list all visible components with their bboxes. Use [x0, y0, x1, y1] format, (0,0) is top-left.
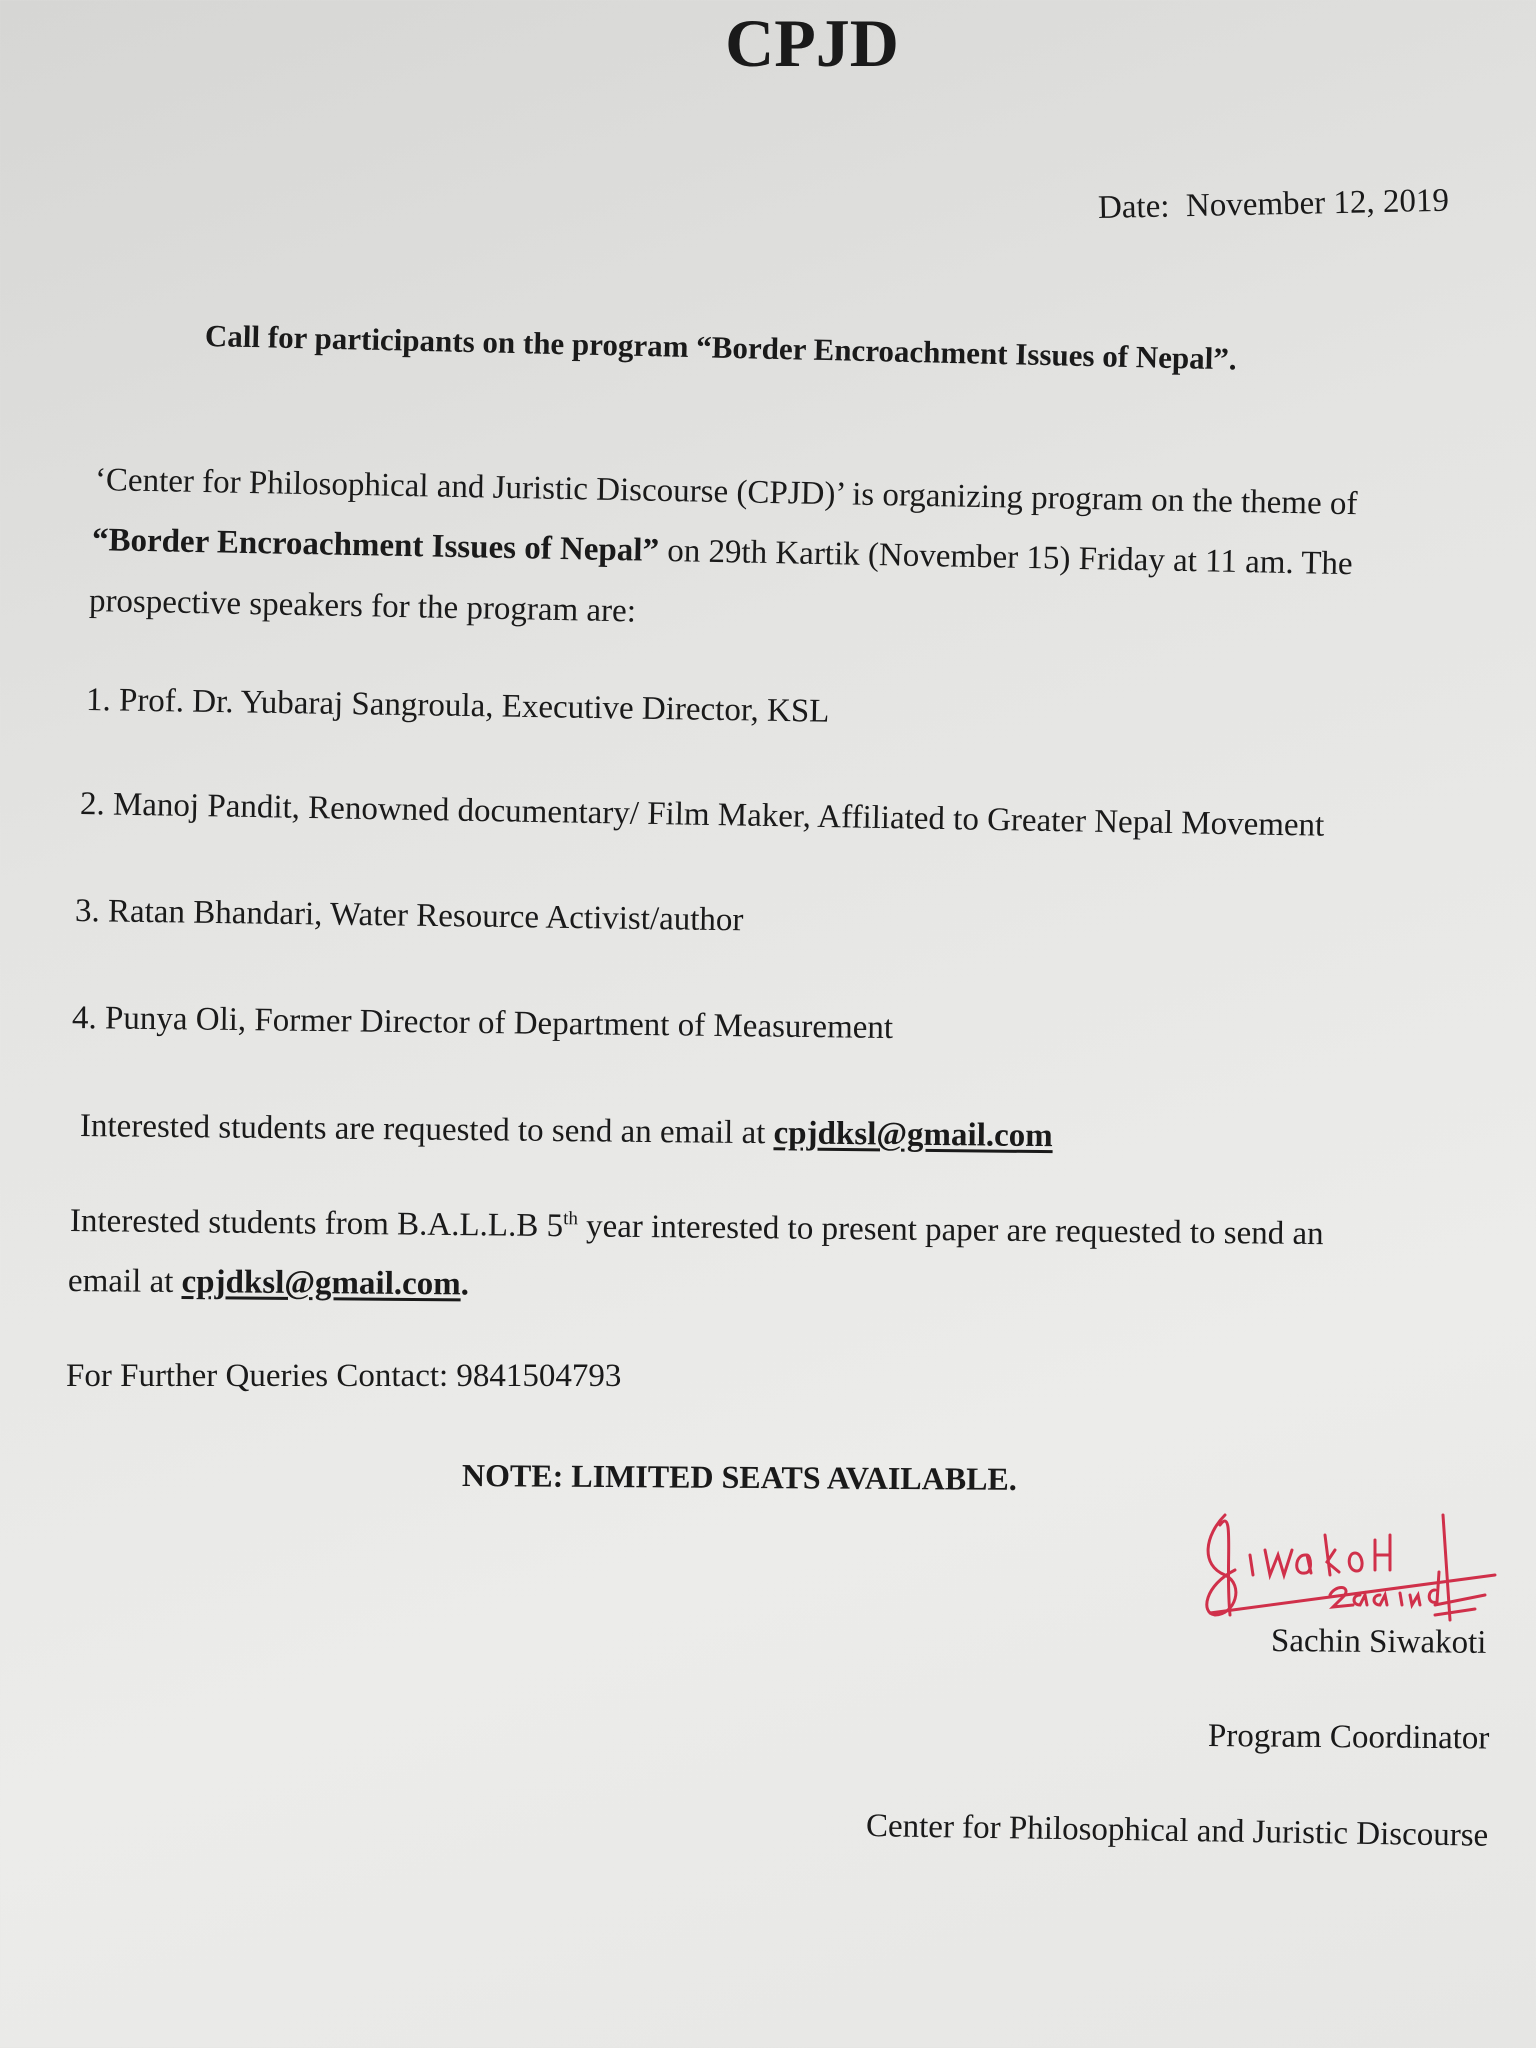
limited-seats-note: NOTE: LIMITED SEATS AVAILABLE. — [461, 1457, 1017, 1497]
date-value: November 12, 2019 — [1185, 182, 1450, 225]
paper-line-2 — [68, 1263, 469, 1303]
signatory-role: Program Coordinator — [1207, 1718, 1490, 1757]
intro-line-1: ‘Center for Philosophical and Juristic Discourse (CPJD)’ is organizing program on the theme of — [94, 462, 1358, 523]
paper-sup: th — [563, 1208, 579, 1230]
period: . — [460, 1266, 470, 1303]
speaker-item: 3. Ratan Bhandari, Water Resource Activist/author — [74, 893, 744, 939]
signatory-name: Sachin Siwakoti — [1270, 1623, 1487, 1661]
students-email-text: Interested students are requested to send an email at — [79, 1108, 774, 1152]
paper-text-a: Interested students from B.A.L.L.B 5 — [69, 1203, 564, 1245]
paper-text-b: year interested to present paper are requested to send an — [577, 1208, 1324, 1253]
paper-line-1 — [70, 1203, 1324, 1253]
students-email-line — [80, 1108, 1053, 1155]
intro-line-3: prospective speakers for the program are: — [88, 583, 637, 630]
call-heading: Call for participants on the program “Border Encroachment Issues of Nepal”. — [204, 318, 1238, 377]
email-link[interactable]: cpjdksl@gmail.com — [181, 1263, 461, 1303]
signature — [1195, 1495, 1525, 1630]
speaker-item: 2. Manoj Pandit, Renowned documentary/ Film Maker, Affiliated to Greater Nepal Movement — [79, 786, 1325, 844]
speaker-item: 4. Punya Oli, Former Director of Department of Measurement — [71, 1000, 894, 1047]
date-line — [1098, 183, 1450, 227]
paper-text-c: email at — [67, 1263, 182, 1300]
intro-line-2-rest: on 29th Kartik (November 15) Friday at 11 am. The — [658, 532, 1353, 583]
document-title: CPJD — [725, 5, 899, 81]
theme-title: “Border Encroachment Issues of Nepal” — [91, 522, 660, 569]
intro-line-2 — [92, 522, 1353, 583]
speaker-item: 1. Prof. Dr. Yubaraj Sangroula, Executive Director, KSL — [85, 682, 830, 730]
email-link[interactable]: cpjdksl@gmail.com — [773, 1115, 1053, 1155]
signatory-organization: Center for Philosophical and Juristic Discourse — [865, 1808, 1489, 1854]
contact-line: For Further Queries Contact: 9841504793 — [66, 1358, 622, 1394]
date-label: Date: — [1097, 188, 1170, 226]
